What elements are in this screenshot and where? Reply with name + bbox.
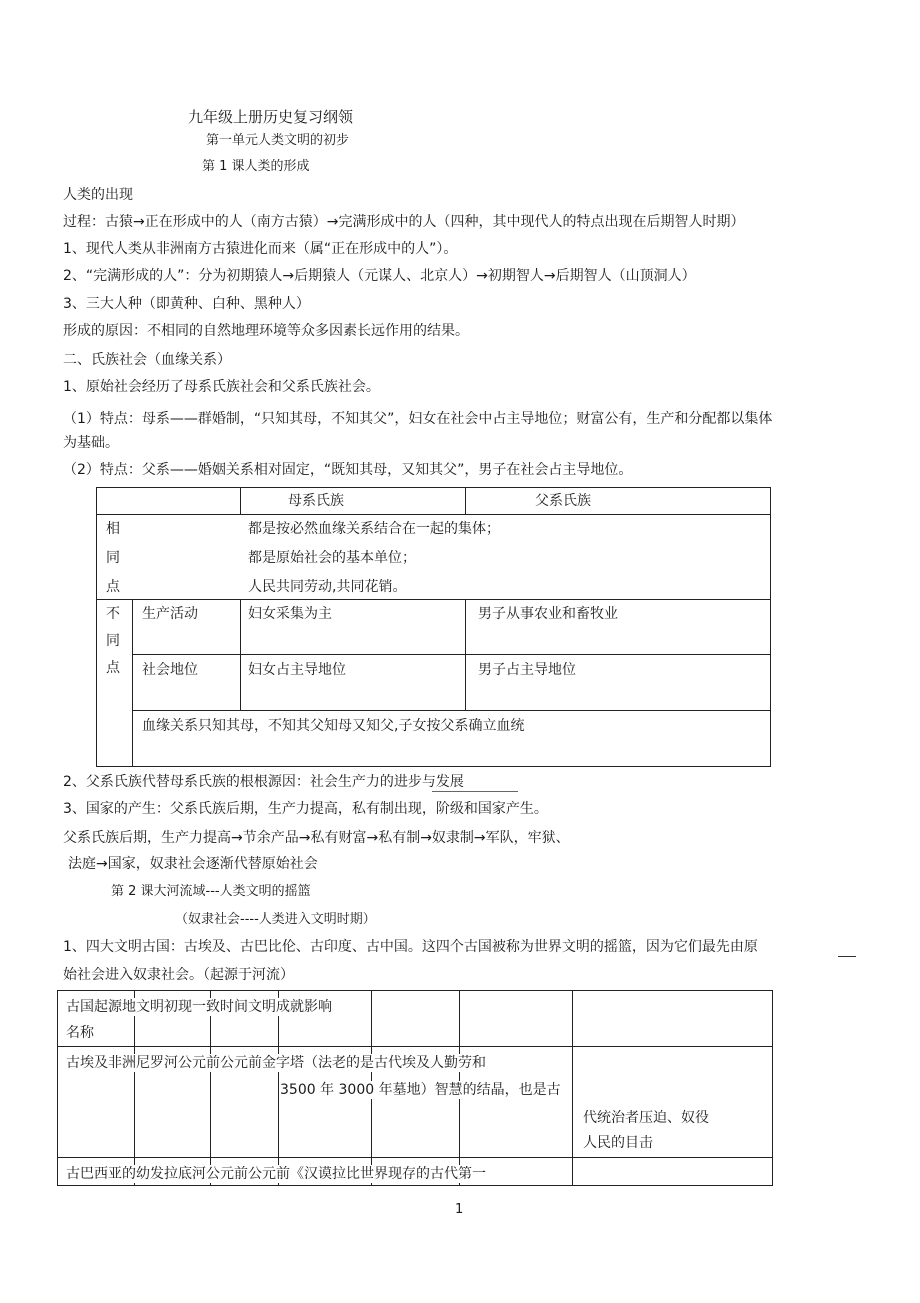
lesson-title: 第 1 课人类的形成 bbox=[202, 159, 310, 174]
table-header: 古国起源地文明初现一致时间文明成就影响 bbox=[66, 999, 332, 1015]
paragraph: 始社会进入奴隶社会。（起源于河流） bbox=[63, 967, 294, 983]
table-cell: 人民共同劳动,共同花销。 bbox=[248, 579, 407, 595]
page-number: 1 bbox=[455, 1202, 464, 1217]
row-label: 点 bbox=[106, 579, 120, 595]
table-cell: 都是按必然血缘关系结合在一起的集体； bbox=[248, 521, 500, 537]
section-heading: 人类的出现 bbox=[63, 187, 133, 203]
paragraph: （2）特点：父系——婚姻关系相对固定，“既知其母，又知其父”，男子在社会占主导地位。 bbox=[63, 462, 633, 478]
table-cell: 代统治者压迫、奴役 bbox=[583, 1110, 709, 1126]
paragraph: 为基础。 bbox=[63, 435, 119, 451]
lesson-title: 第 2 课大河流域---人类文明的摇篮 bbox=[111, 884, 311, 899]
table-cell: 男子从事农业和畜牧业 bbox=[478, 606, 618, 622]
paragraph: 1、原始社会经历了母系氏族社会和父系氏族社会。 bbox=[63, 379, 380, 395]
paragraph: 形成的原因：不相同的自然地理环境等众多因素长远作用的结果。 bbox=[63, 323, 469, 339]
table-cell: 都是原始社会的基本单位； bbox=[248, 550, 416, 566]
table-cell: 3500 年 3000 年墓地）智慧的结晶，也是古 bbox=[280, 1082, 561, 1098]
row-label: 同 bbox=[106, 550, 120, 566]
paragraph: 3、三大人种（即黄种、白种、黑种人） bbox=[63, 296, 310, 312]
row-label: 相 bbox=[106, 521, 120, 537]
paragraph: 1、四大文明古国：古埃及、古巴比伦、古印度、古中国。这四个古国被称为世界文明的摇篮，因为它们最先由原 bbox=[63, 939, 758, 955]
paragraph: 2、“完满形成的人”：分为初期猿人→后期猿人（元谋人、北京人）→初期智人→后期智人（山顶洞人） bbox=[63, 268, 696, 284]
unit-title: 第一单元人类文明的初步 bbox=[206, 133, 350, 148]
paragraph: 过程：古猿→正在形成中的人（南方古猿）→完满形成中的人（四种，其中现代人的特点出现在后期智人时期） bbox=[63, 214, 745, 230]
paragraph: （1）特点：母系——群婚制，“只知其母，不知其父”，妇女在社会中占主导地位；财富公有，生产和分配都以集体 bbox=[63, 411, 773, 427]
table-cell: 古巴西亚的幼发拉底河公元前公元前《汉谟拉比世界现存的古代第一 bbox=[66, 1166, 486, 1182]
column-header: 母系氏族 bbox=[288, 493, 344, 509]
paragraph: 1、现代人类从非洲南方古猿进化而来（属“正在形成中的人”）。 bbox=[63, 241, 458, 257]
column-header: 父系氏族 bbox=[535, 493, 591, 509]
table-header: 名称 bbox=[66, 1025, 94, 1041]
table-cell: 古埃及非洲尼罗河公元前公元前金字塔（法老的是古代埃及人勤劳和 bbox=[66, 1055, 486, 1071]
margin-mark bbox=[838, 956, 856, 957]
table-cell: 血缘关系只知其母，不知其父知母又知父,子女按父系确立血统 bbox=[142, 718, 525, 734]
row-label: 同 bbox=[106, 633, 120, 649]
paragraph: 2、父系氏族代替母系氏族的根根源因：社会生产力的进步与发展 bbox=[63, 774, 464, 790]
paragraph: 3、国家的产生：父系氏族后期，生产力提高，私有制出现，阶级和国家产生。 bbox=[63, 801, 548, 817]
row-label: 点 bbox=[106, 660, 120, 676]
table-cell: 妇女占主导地位 bbox=[248, 662, 346, 678]
table-cell: 男子占主导地位 bbox=[478, 662, 576, 678]
table-cell: 人民的目击 bbox=[583, 1135, 653, 1151]
section-heading: 二、氏族社会（血缘关系） bbox=[63, 352, 231, 368]
paragraph: 父系氏族后期，生产力提高→节余产品→私有财富→私有制→奴隶制→军队，牢狱、 bbox=[63, 830, 570, 846]
table-cell: 妇女采集为主 bbox=[248, 606, 332, 622]
paragraph: 法庭→国家，奴隶社会逐渐代替原始社会 bbox=[68, 856, 318, 872]
page-title: 九年级上册历史复习纲领 bbox=[188, 108, 354, 126]
row-label: 不 bbox=[106, 606, 120, 622]
lesson-subtitle: （奴隶社会----人类进入文明时期） bbox=[175, 912, 376, 927]
table-cell: 生产活动 bbox=[142, 606, 198, 622]
table-cell: 社会地位 bbox=[142, 662, 198, 678]
